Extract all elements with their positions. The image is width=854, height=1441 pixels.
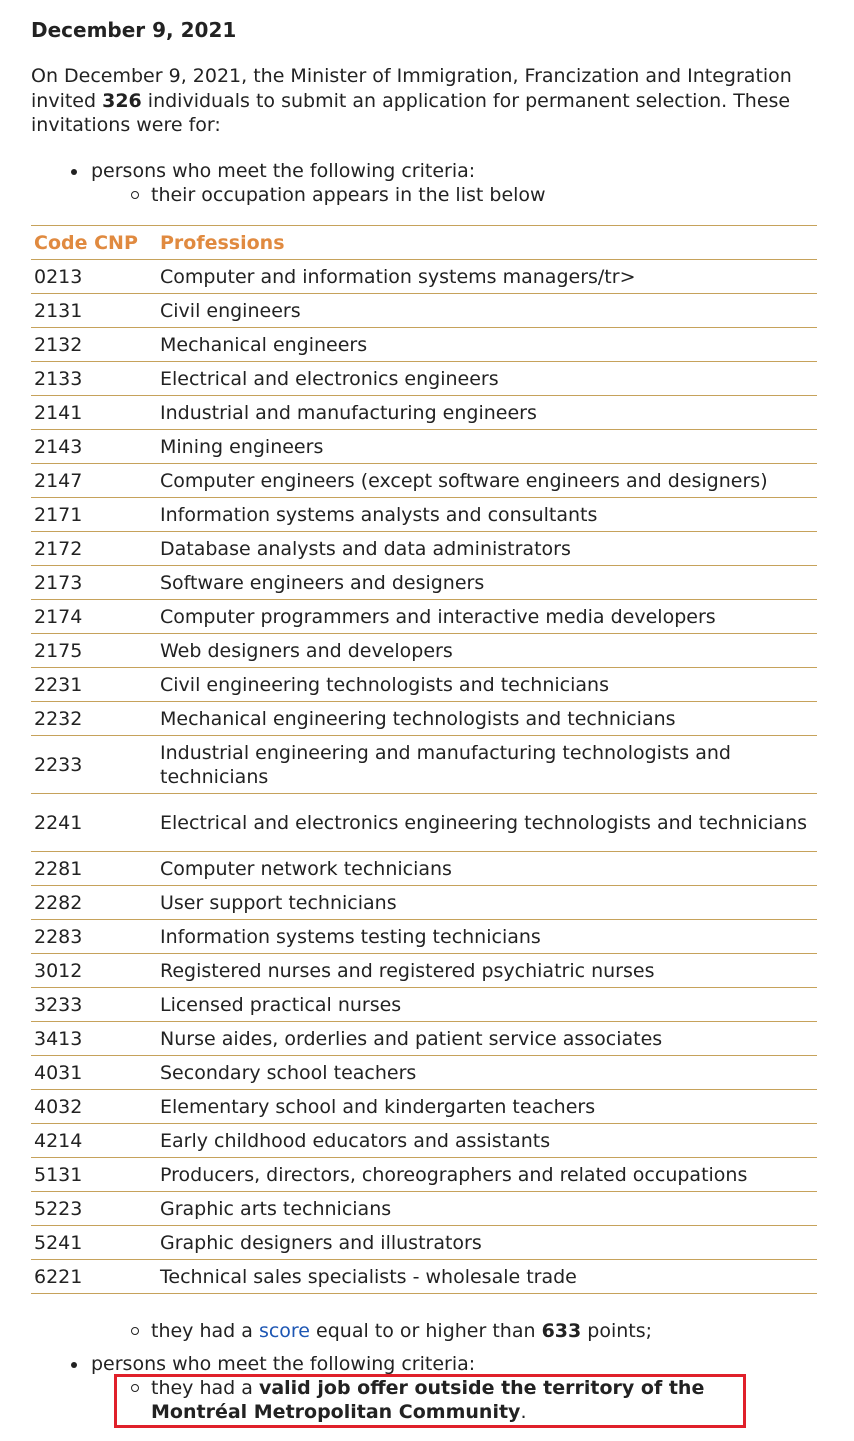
profession-name: Secondary school teachers [157, 1056, 817, 1090]
criteria-item-2: persons who meet the following criteria: they had a valid job offer outside the territory of the Montréal Metropolitan Community. [31, 1352, 817, 1424]
profession-name: Registered nurses and registered psychiatric nurses [157, 954, 817, 988]
profession-name: Licensed practical nurses [157, 988, 817, 1022]
table-row [31, 1260, 817, 1294]
table-row [31, 736, 817, 794]
cnp-code: 3233 [31, 988, 157, 1022]
table-row [31, 1090, 817, 1124]
occupation-table [31, 225, 817, 1294]
profession-name: Civil engineers [157, 294, 817, 328]
table-row [31, 498, 817, 532]
cnp-code: 2231 [31, 668, 157, 702]
profession-name: Industrial engineering and manufacturing technologists and technicians [157, 736, 817, 794]
cnp-code: 2281 [31, 852, 157, 886]
profession-name: Producers, directors, choreographers and related occupations [157, 1158, 817, 1192]
cnp-code: 5223 [31, 1192, 157, 1226]
profession-name: Computer and information systems managers/tr> [157, 260, 817, 294]
table-row [31, 1192, 817, 1226]
cnp-code: 6221 [31, 1260, 157, 1294]
profession-name: Computer network technicians [157, 852, 817, 886]
section-heading: December 9, 2021 [31, 18, 237, 42]
profession-name: Software engineers and designers [157, 566, 817, 600]
profession-name: Mechanical engineering technologists and technicians [157, 702, 817, 736]
table-row [31, 1056, 817, 1090]
profession-name: Early childhood educators and assistants [157, 1124, 817, 1158]
profession-name: Electrical and electronics engineering technologists and technicians [157, 794, 817, 852]
cnp-code: 2283 [31, 920, 157, 954]
profession-name: Computer programmers and interactive media developers [157, 600, 817, 634]
profession-name: Industrial and manufacturing engineers [157, 396, 817, 430]
cnp-code: 4214 [31, 1124, 157, 1158]
cnp-code: 2232 [31, 702, 157, 736]
table-row [31, 1158, 817, 1192]
table-row [31, 668, 817, 702]
table-row [31, 328, 817, 362]
table-row [31, 852, 817, 886]
table-row [31, 634, 817, 668]
table-row [31, 464, 817, 498]
cnp-code: 2131 [31, 294, 157, 328]
table-row [31, 430, 817, 464]
profession-name: Nurse aides, orderlies and patient service associates [157, 1022, 817, 1056]
cnp-code: 2233 [31, 736, 157, 794]
table-row [31, 794, 817, 852]
table-row [31, 1124, 817, 1158]
criteria-list-1 [31, 159, 817, 207]
header-profession: Professions [157, 226, 817, 260]
table-row [31, 532, 817, 566]
profession-name: Database analysts and data administrators [157, 532, 817, 566]
sub-criteria-job-offer: they had a valid job offer outside the territory of the Montréal Metropolitan Community. [31, 1376, 791, 1424]
sub-criteria-occupation: their occupation appears in the list below [31, 183, 817, 207]
profession-name: Mining engineers [157, 430, 817, 464]
table-row [31, 702, 817, 736]
profession-name: Information systems analysts and consultants [157, 498, 817, 532]
job-offer-text: valid job offer outside the territory of the Montréal Metropolitan Community [151, 1377, 705, 1423]
table-row [31, 920, 817, 954]
profession-name: Graphic arts technicians [157, 1192, 817, 1226]
table-row [31, 362, 817, 396]
cnp-code: 2141 [31, 396, 157, 430]
criteria-item-1: persons who meet the following criteria: their occupation appears in the list below [31, 159, 817, 207]
profession-name: Technical sales specialists - wholesale trade [157, 1260, 817, 1294]
cnp-code: 2282 [31, 886, 157, 920]
cnp-code: 2241 [31, 794, 157, 852]
sub-criteria-score: they had a score equal to or higher than 633 points; [31, 1319, 854, 1343]
cnp-code: 5131 [31, 1158, 157, 1192]
profession-name: Elementary school and kindergarten teachers [157, 1090, 817, 1124]
cnp-code: 2172 [31, 532, 157, 566]
cnp-code: 2143 [31, 430, 157, 464]
cnp-code: 5241 [31, 1226, 157, 1260]
cnp-code: 4031 [31, 1056, 157, 1090]
table-row [31, 600, 817, 634]
cnp-code: 2147 [31, 464, 157, 498]
cnp-code: 3012 [31, 954, 157, 988]
profession-name: User support technicians [157, 886, 817, 920]
cnp-code: 2171 [31, 498, 157, 532]
highlight-box [114, 1374, 746, 1428]
table-row [31, 260, 817, 294]
cnp-code: 2174 [31, 600, 157, 634]
header-code: Code CNP [31, 226, 157, 260]
cnp-code: 2132 [31, 328, 157, 362]
profession-name: Graphic designers and illustrators [157, 1226, 817, 1260]
table-row [31, 954, 817, 988]
profession-name: Web designers and developers [157, 634, 817, 668]
table-row [31, 294, 817, 328]
cnp-code: 4032 [31, 1090, 157, 1124]
table-row [31, 886, 817, 920]
profession-name: Electrical and electronics engineers [157, 362, 817, 396]
table-row [31, 1022, 817, 1056]
score-link[interactable]: score [258, 1320, 310, 1342]
cnp-code: 0213 [31, 260, 157, 294]
cnp-code: 2133 [31, 362, 157, 396]
intro-paragraph: On December 9, 2021, the Minister of Immigration, Francization and Integration invited 326 individuals to submit an application for permanent selection. These invitations were for: [31, 65, 792, 136]
cnp-code: 2173 [31, 566, 157, 600]
profession-name: Mechanical engineers [157, 328, 817, 362]
profession-name: Civil engineering technologists and technicians [157, 668, 817, 702]
invite-count: 326 [102, 89, 142, 112]
table-header-row [31, 226, 817, 260]
table-row [31, 396, 817, 430]
profession-name: Information systems testing technicians [157, 920, 817, 954]
table-row [31, 566, 817, 600]
profession-name: Computer engineers (except software engineers and designers) [157, 464, 817, 498]
cnp-code: 2175 [31, 634, 157, 668]
cnp-code: 3413 [31, 1022, 157, 1056]
table-row [31, 988, 817, 1022]
table-body [31, 260, 817, 1294]
score-points: 633 [541, 1320, 582, 1342]
table-row [31, 1226, 817, 1260]
